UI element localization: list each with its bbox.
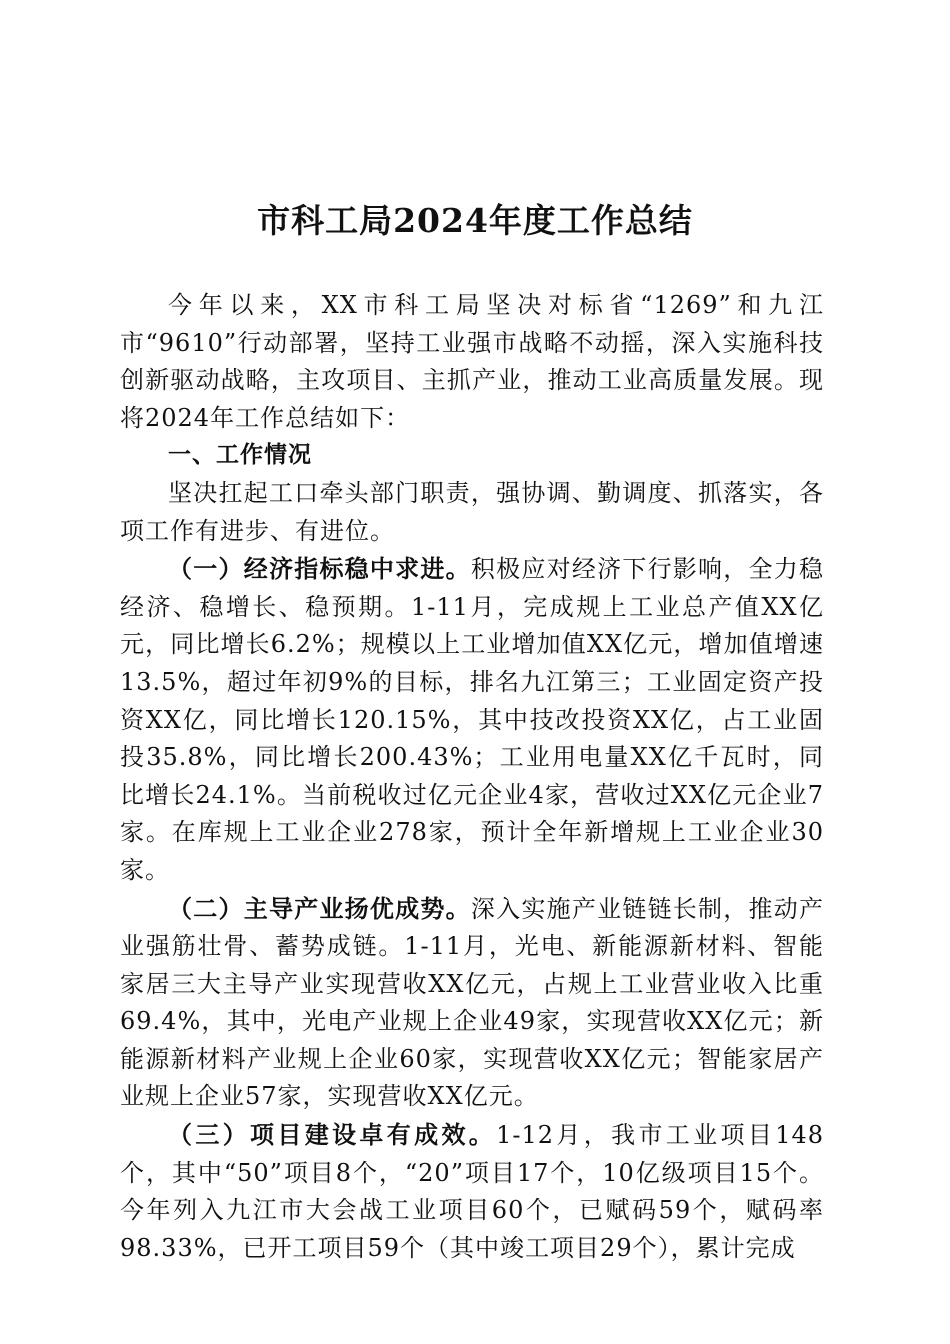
item-paragraph-projects [120,1116,824,1267]
item-paragraph-industry [120,890,824,1117]
section-heading: 一、工作情况 [168,442,312,469]
item-lead-projects: （三）项目建设卓有成效。 [168,1120,497,1150]
item-lead-industry: （二）主导产业扬优成势。 [168,893,471,923]
item-text-projects: 1-12月，我市工业项目148个，其中“50”项目8个，“20”项目17个，10亿级项目15个。今年列入九江市大会战工业项目60个，已赋码59个，赋码率98.33%，已开工项目59个（其中竣工项目29个），累计完成 [120,1121,824,1262]
item-lead-economy: （一）经济指标稳中求进。 [168,554,471,584]
item-text-economy: 积极应对经济下行影响，全力稳经济、稳增长、稳预期。1-11月，完成规上工业总产值XX亿元，同比增长6.2%；规模以上工业增加值XX亿元，增加值增速13.5%，超过年初9%的目标，排名九江第三；工业固定资产投资XX亿，同比增长120.15%，其中技改投资XX亿，占工业固投35.8%，同比增长200.43%；工业用电量XX亿千瓦时，同比增长24.1%。当前税收过亿元企业4家，营收过XX亿元企业7家。在库规上工业企业278家，预计全年新增规上工业企业30家。 [120,555,825,884]
intro-paragraph: 今年以来，XX市科工局坚决对标省“1269”和九江市“9610”行动部署，坚持工业强市战略不动摇，深入实施科技创新驱动战略，主攻项目、主抓产业，推动工业高质量发展。现将2024年工作总结如下： [120,291,824,432]
item-text-industry: 深入实施产业链链长制，推动产业强筋壮骨、蓄势成链。1-11月，光电、新能源新材料、智能家居三大主导产业实现营收XX亿元，占规上工业营业收入比重69.4%，其中，光电产业规上企业49家，实现营收XX亿元；新能源新材料产业规上企业60家，实现营收XX亿元；智能家居产业规上企业57家，实现营收XX亿元。 [120,894,825,1111]
document-body [120,287,824,1267]
item-paragraph-economy [120,550,824,889]
document-title: 市科工局2024年度工作总结 [257,201,693,240]
section-intro-paragraph: 坚决扛起工口牵头部门职责，强协调、勤调度、抓落实，各项工作有进步、有进位。 [120,478,824,545]
